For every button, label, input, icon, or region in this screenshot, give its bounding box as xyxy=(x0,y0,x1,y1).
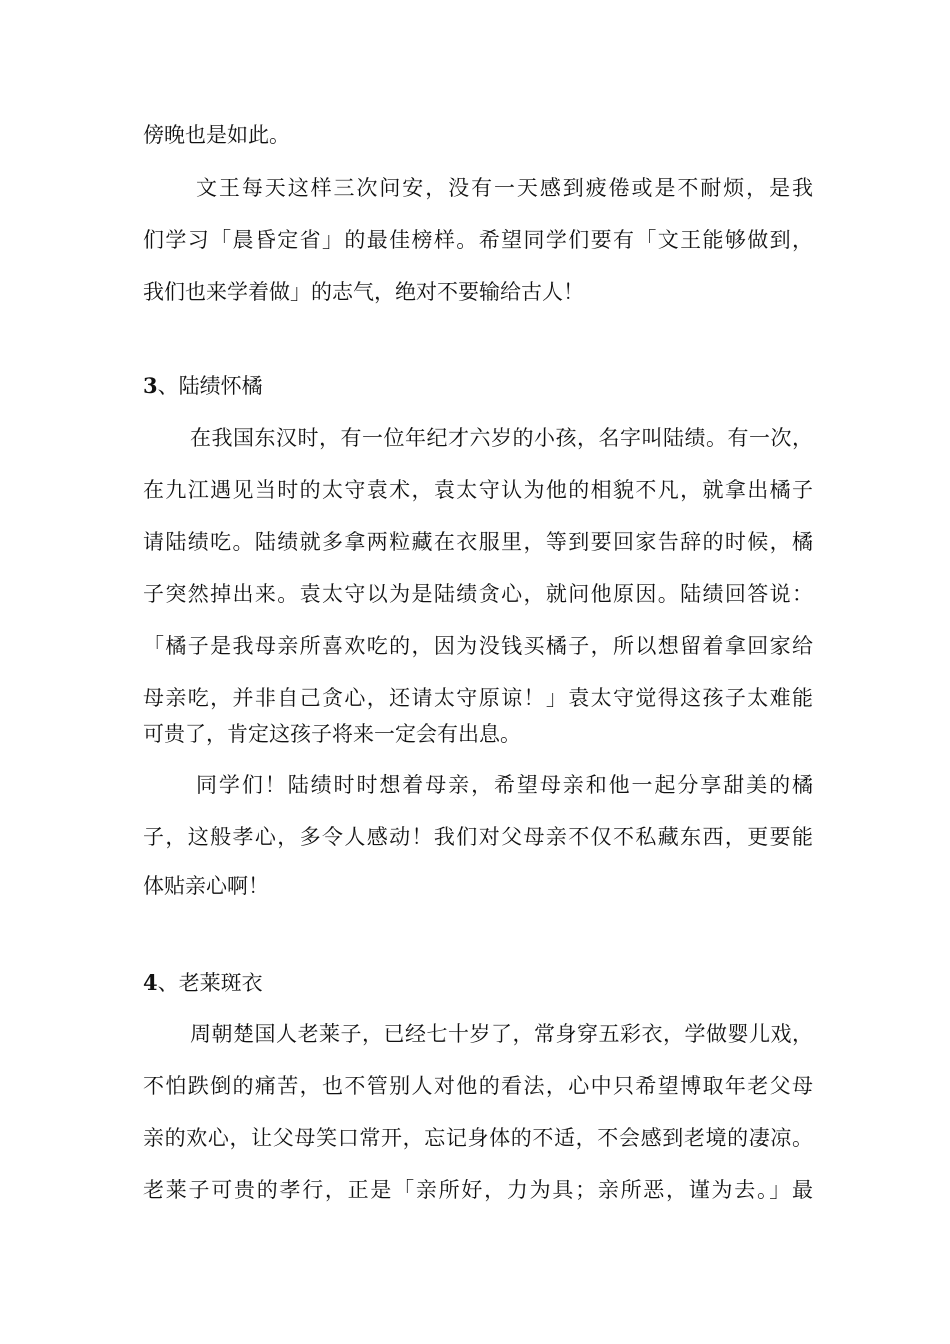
paragraph-line: 子突然掉出来。袁太守以为是陆绩贪心，就问他原因。陆绩回答说： xyxy=(143,582,813,606)
paragraph-line: 体贴亲心啊！ xyxy=(143,874,269,898)
paragraph-line: 在我国东汉时，有一位年纪才六岁的小孩，名字叫陆绩。有一次， xyxy=(190,426,813,450)
section-heading-4 xyxy=(143,969,813,997)
paragraph-line: 子，这般孝心，多令人感动！我们对父母亲不仅不私藏东西，更要能 xyxy=(143,825,813,849)
paragraph-line: 亲的欢心，让父母笑口常开，忘记身体的不适，不会感到老境的凄凉。 xyxy=(143,1126,813,1150)
paragraph-line: 老莱子可贵的孝行，正是「亲所好，力为具；亲所恶，谨为去。」最 xyxy=(143,1178,813,1202)
paragraph-line: 文王每天这样三次问安，没有一天感到疲倦或是不耐烦，是我 xyxy=(196,176,813,200)
section-heading-3 xyxy=(143,372,813,400)
paragraph-line: 在九江遇见当时的太守袁术，袁太守认为他的相貌不凡，就拿出橘子 xyxy=(143,478,813,502)
section-number: 3 xyxy=(143,373,158,398)
paragraph-line: 同学们！陆绩时时想着母亲，希望母亲和他一起分享甜美的橘 xyxy=(196,773,813,797)
paragraph-line: 不怕跌倒的痛苦，也不管别人对他的看法，心中只希望博取年老父母 xyxy=(143,1074,813,1098)
section-title: 老莱斑衣 xyxy=(178,971,263,995)
paragraph-line: 我们也来学着做」的志气，绝对不要输给古人！ xyxy=(143,280,584,304)
paragraph-line: 周朝楚国人老莱子，已经七十岁了，常身穿五彩衣，学做婴儿戏， xyxy=(190,1022,813,1046)
paragraph-line: 请陆绩吃。陆绩就多拿两粒藏在衣服里，等到要回家告辞的时候，橘 xyxy=(143,530,813,554)
paragraph-line: 「橘子是我母亲所喜欢吃的，因为没钱买橘子，所以想留着拿回家给 xyxy=(143,634,813,658)
section-separator: 、 xyxy=(157,374,179,398)
paragraph-line: 们学习「晨昏定省」的最佳榜样。希望同学们要有「文王能够做到， xyxy=(143,228,813,252)
paragraph-line: 母亲吃，并非自己贪心，还请太守原谅！」袁太守觉得这孩子太难能 xyxy=(143,686,813,710)
paragraph-line: 可贵了，肯定这孩子将来一定会有出息。 xyxy=(143,722,521,746)
section-title: 陆绩怀橘 xyxy=(178,374,263,398)
section-separator: 、 xyxy=(157,971,179,995)
paragraph-line: 傍晚也是如此。 xyxy=(143,123,290,147)
section-number: 4 xyxy=(143,970,158,995)
